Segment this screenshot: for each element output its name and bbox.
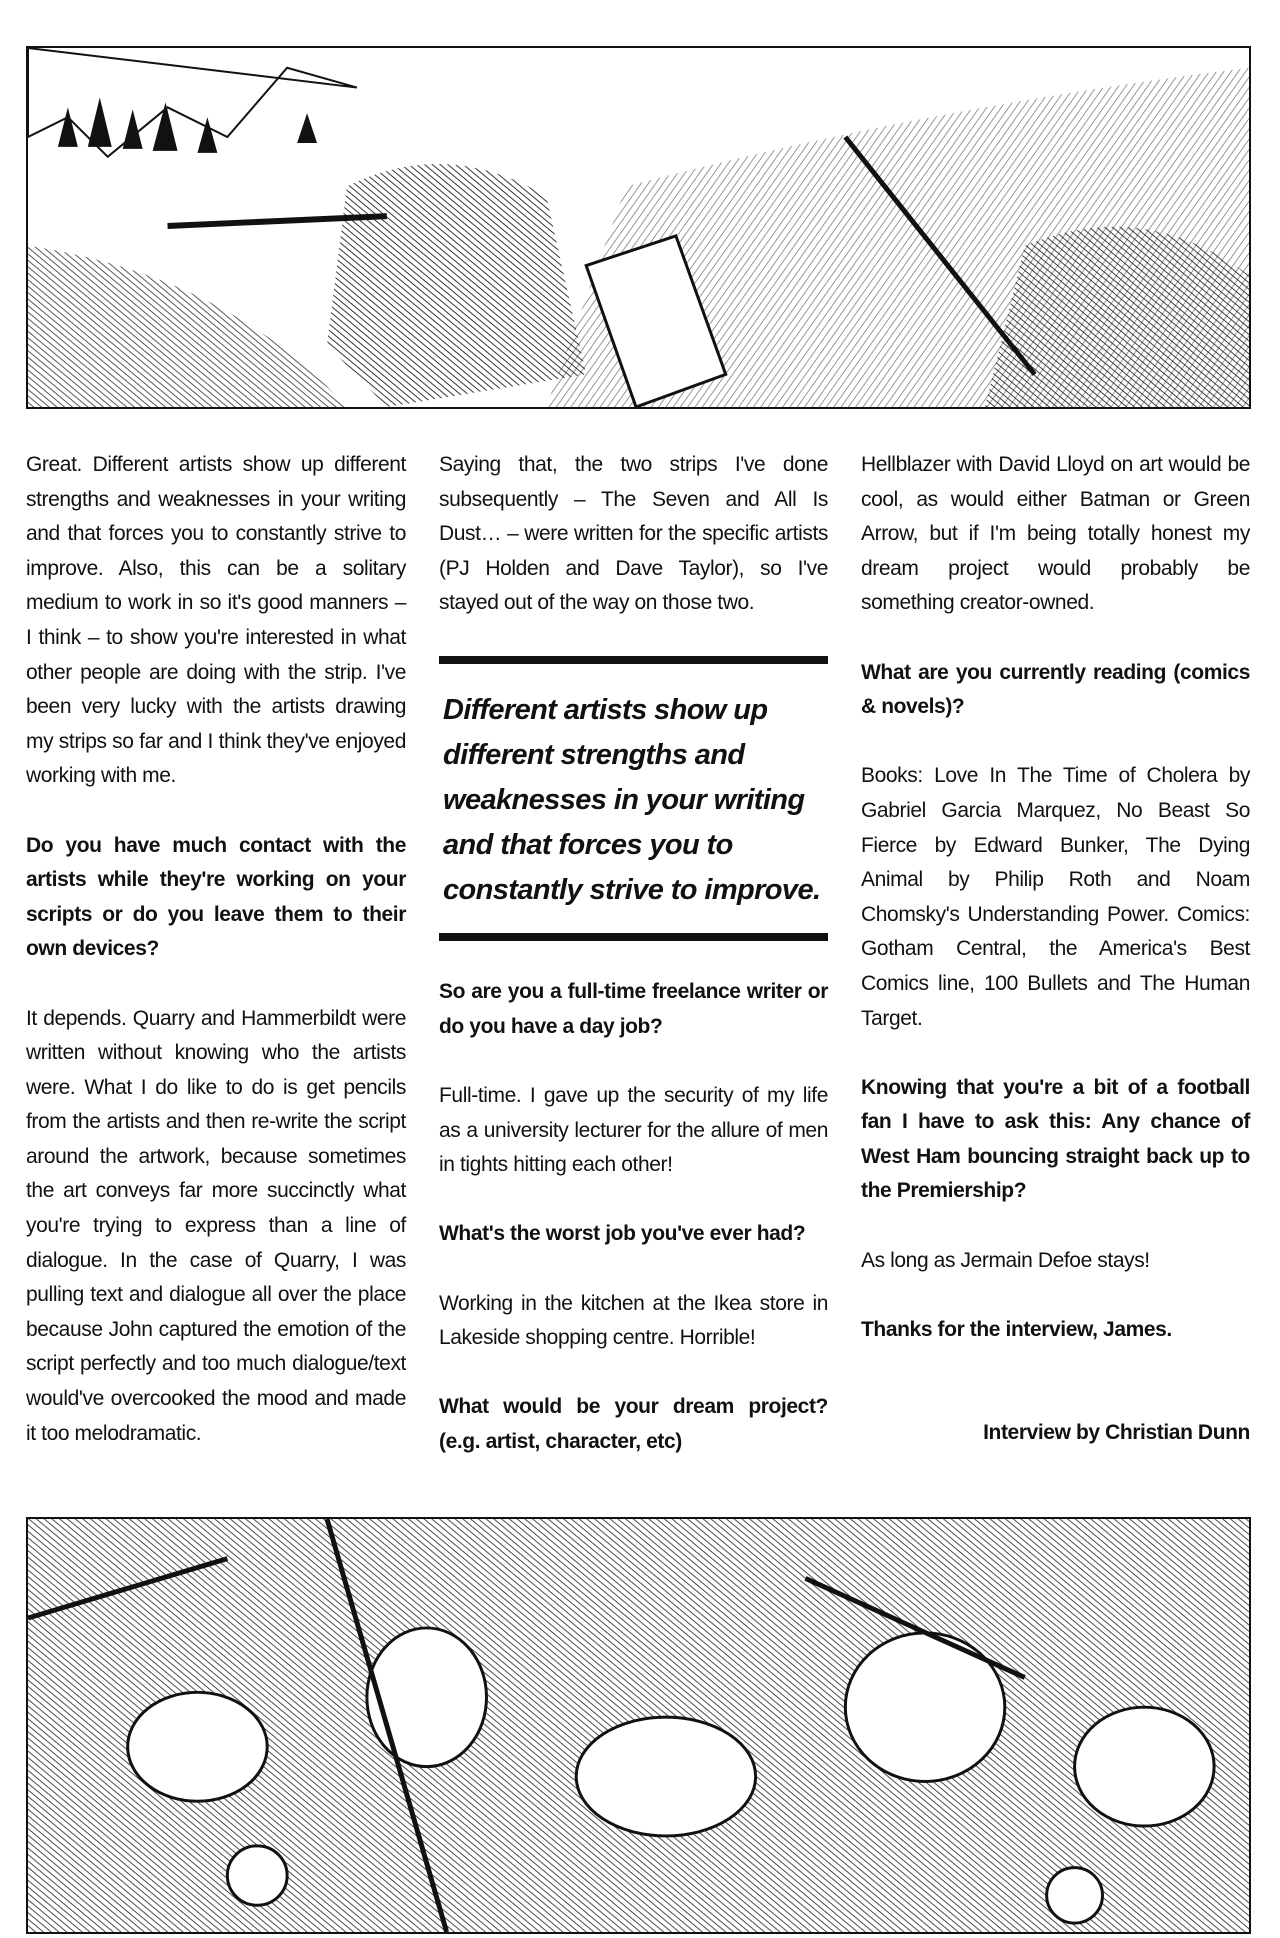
- question-heading: What's the worst job you've ever had?: [439, 1222, 806, 1246]
- closing-line: Thanks for the interview, James.: [861, 1317, 1172, 1341]
- answer-paragraph: Hellblazer with David Lloyd on art would be cool, as would either Batman or Green Arrow, but if I'm being totally honest my dream project would probably be something creator-owned.: [861, 453, 1250, 615]
- answer-paragraph: As long as Jermain Defoe stays!: [861, 1248, 1150, 1272]
- answer-paragraph: Saying that, the two strips I've done subsequently – The Seven and All Is Dust… – were written for the specific artists (PJ Holden and Dave Taylor), so I've stayed out of the way on those two.: [439, 453, 828, 615]
- answer-paragraph: Full-time. I gave up the security of my life as a university lecturer for the allure of men in tights hitting each other!: [439, 1083, 828, 1177]
- battle-illustration-bottom: [26, 1517, 1251, 1934]
- battle-illustration-top: [26, 46, 1251, 409]
- column-2: [439, 448, 828, 1494]
- answer-paragraph: Working in the kitchen at the Ikea store in Lakeside shopping centre. Horrible!: [439, 1291, 828, 1350]
- answer-paragraph: Books: Love In The Time of Cholera by Gabriel Garcia Marquez, No Beast So Fierce by Edward Bunker, The Dying Animal by Philip Roth and Noam Chomsky's Understanding Power. Comics: Gotham Central, the America's Best Comics line, 100 Bullets and The Human Target.: [861, 764, 1250, 1030]
- answer-paragraph: It depends. Quarry and Hammerbildt were written without knowing who the artists were. What I do like to do is get pencils from the artists and then re-write the script around the artwork, because sometimes the art conveys far more succinctly what you're trying to express than a line of dialogue. In the case of Quarry, I was pulling text and dialogue all over the place because John captured the emotion of the script perfectly and too much dialogue/text would've overcooked the mood and made it too melodramatic.: [26, 1006, 406, 1445]
- pull-quote: Different artists show up different strengths and weaknesses in your writing and that forces you to constantly strive to improve.: [439, 656, 828, 941]
- question-heading: Do you have much contact with the artists while they're working on your scripts or do you leave them to their own devices?: [26, 833, 406, 961]
- column-1: [26, 448, 406, 1486]
- column-3: [861, 448, 1250, 1486]
- question-heading: What would be your dream project? (e.g. artist, character, etc): [439, 1395, 828, 1453]
- question-heading: What are you currently reading (comics & novels)?: [861, 660, 1250, 719]
- interview-credit: Interview by Christian Dunn: [983, 1421, 1250, 1445]
- question-heading: So are you a full-time freelance writer or do you have a day job?: [439, 980, 828, 1038]
- answer-paragraph: Great. Different artists show up different strengths and weaknesses in your writing and that forces you to constantly strive to improve. Also, this can be a solitary medium to work in so it's good manners – I think – to show you're interested in what other people are doing with the strip. I've been very lucky with the artists drawing my strips so far and I think they've enjoyed working with me.: [26, 453, 406, 788]
- question-heading: Knowing that you're a bit of a football fan I have to ask this: Any chance of West Ham bouncing straight back up to the Premiership?: [861, 1075, 1250, 1203]
